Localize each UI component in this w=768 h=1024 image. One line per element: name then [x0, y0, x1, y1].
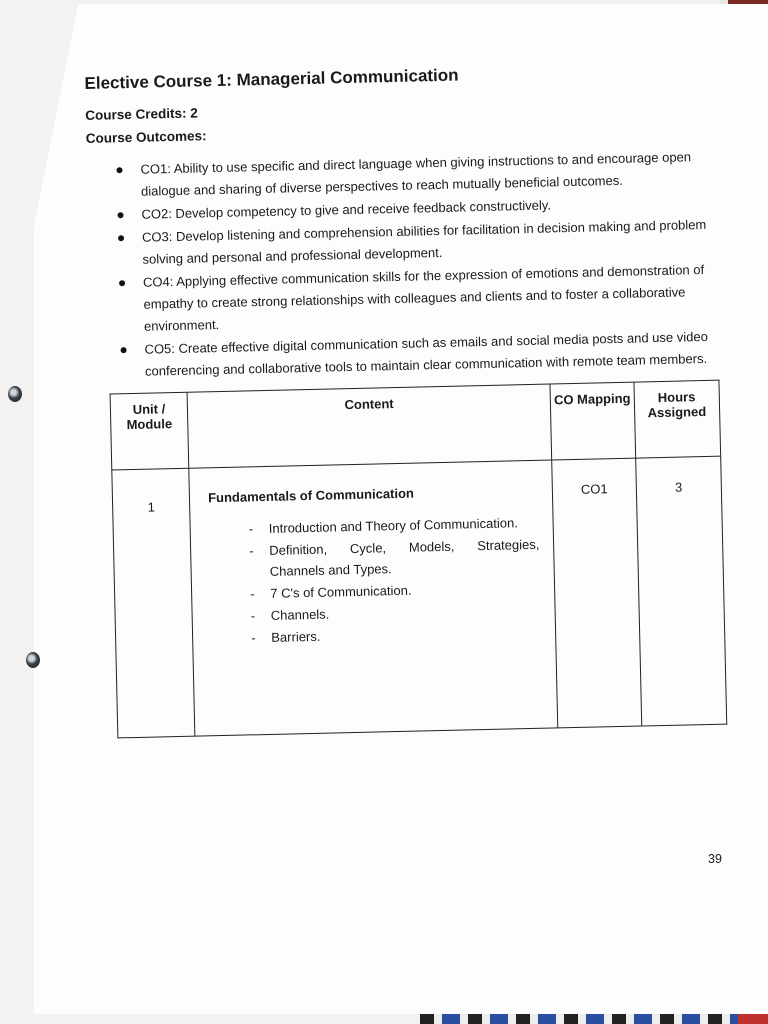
list-item: - Channels. [251, 599, 542, 627]
column-header-co-mapping: CO Mapping [550, 382, 635, 460]
module-title: Fundamentals of Communication [207, 485, 415, 506]
page-number: 39 [708, 852, 722, 866]
list-item: CO5: Create effective digital communication such as emails and social media posts and use video conferencing and collaborative tools to maintain clear communication with remote team members. [120, 325, 731, 383]
course-table [110, 380, 728, 739]
list-item: CO4: Applying effective communication skills for the expression of emotions and demonstration of empathy to create strong relationships with colleagues and clients and to foster a collaborative environment. [119, 258, 730, 338]
column-header-content: Content [187, 384, 552, 468]
list-item: - Definition, Cycle, Models, Strategies, Channels and Types. [249, 534, 540, 583]
list-item: CO3: Develop listening and comprehension abilities for facilitation in decision making and problem solving and personal and professional development. [118, 213, 729, 271]
column-header-unit: Unit / Module [110, 392, 189, 470]
outcomes-list [86, 145, 731, 383]
column-header-hours: Hours Assigned [634, 380, 721, 458]
list-item: - Barriers. [251, 621, 542, 649]
list-item: CO1: Ability to use specific and direct language when giving instructions to and encourage open dialogue and sharing of diverse perspectives to reach mutually beneficial outcomes. [116, 145, 727, 203]
co-mapping-cell: CO1 [552, 458, 641, 728]
unit-cell: 1 [112, 468, 195, 738]
punch-hole [8, 386, 22, 402]
page-title: Elective Course 1: Managerial Communication [84, 65, 459, 93]
hours-cell: 3 [635, 456, 726, 726]
topic-list [209, 512, 542, 649]
list-item: CO2: Develop competency to give and receive feedback constructively. [117, 190, 727, 226]
content-cell [189, 460, 558, 736]
document-content [84, 45, 739, 738]
table-row [112, 456, 727, 738]
course-credits: Course Credits: 2 [85, 105, 198, 123]
table-header-row [110, 380, 721, 470]
list-item: - 7 C's of Communication. [250, 577, 541, 605]
list-item: - Introduction and Theory of Communication. [249, 512, 540, 540]
punch-hole [26, 652, 40, 668]
outcomes-heading: Course Outcomes: [85, 128, 207, 146]
